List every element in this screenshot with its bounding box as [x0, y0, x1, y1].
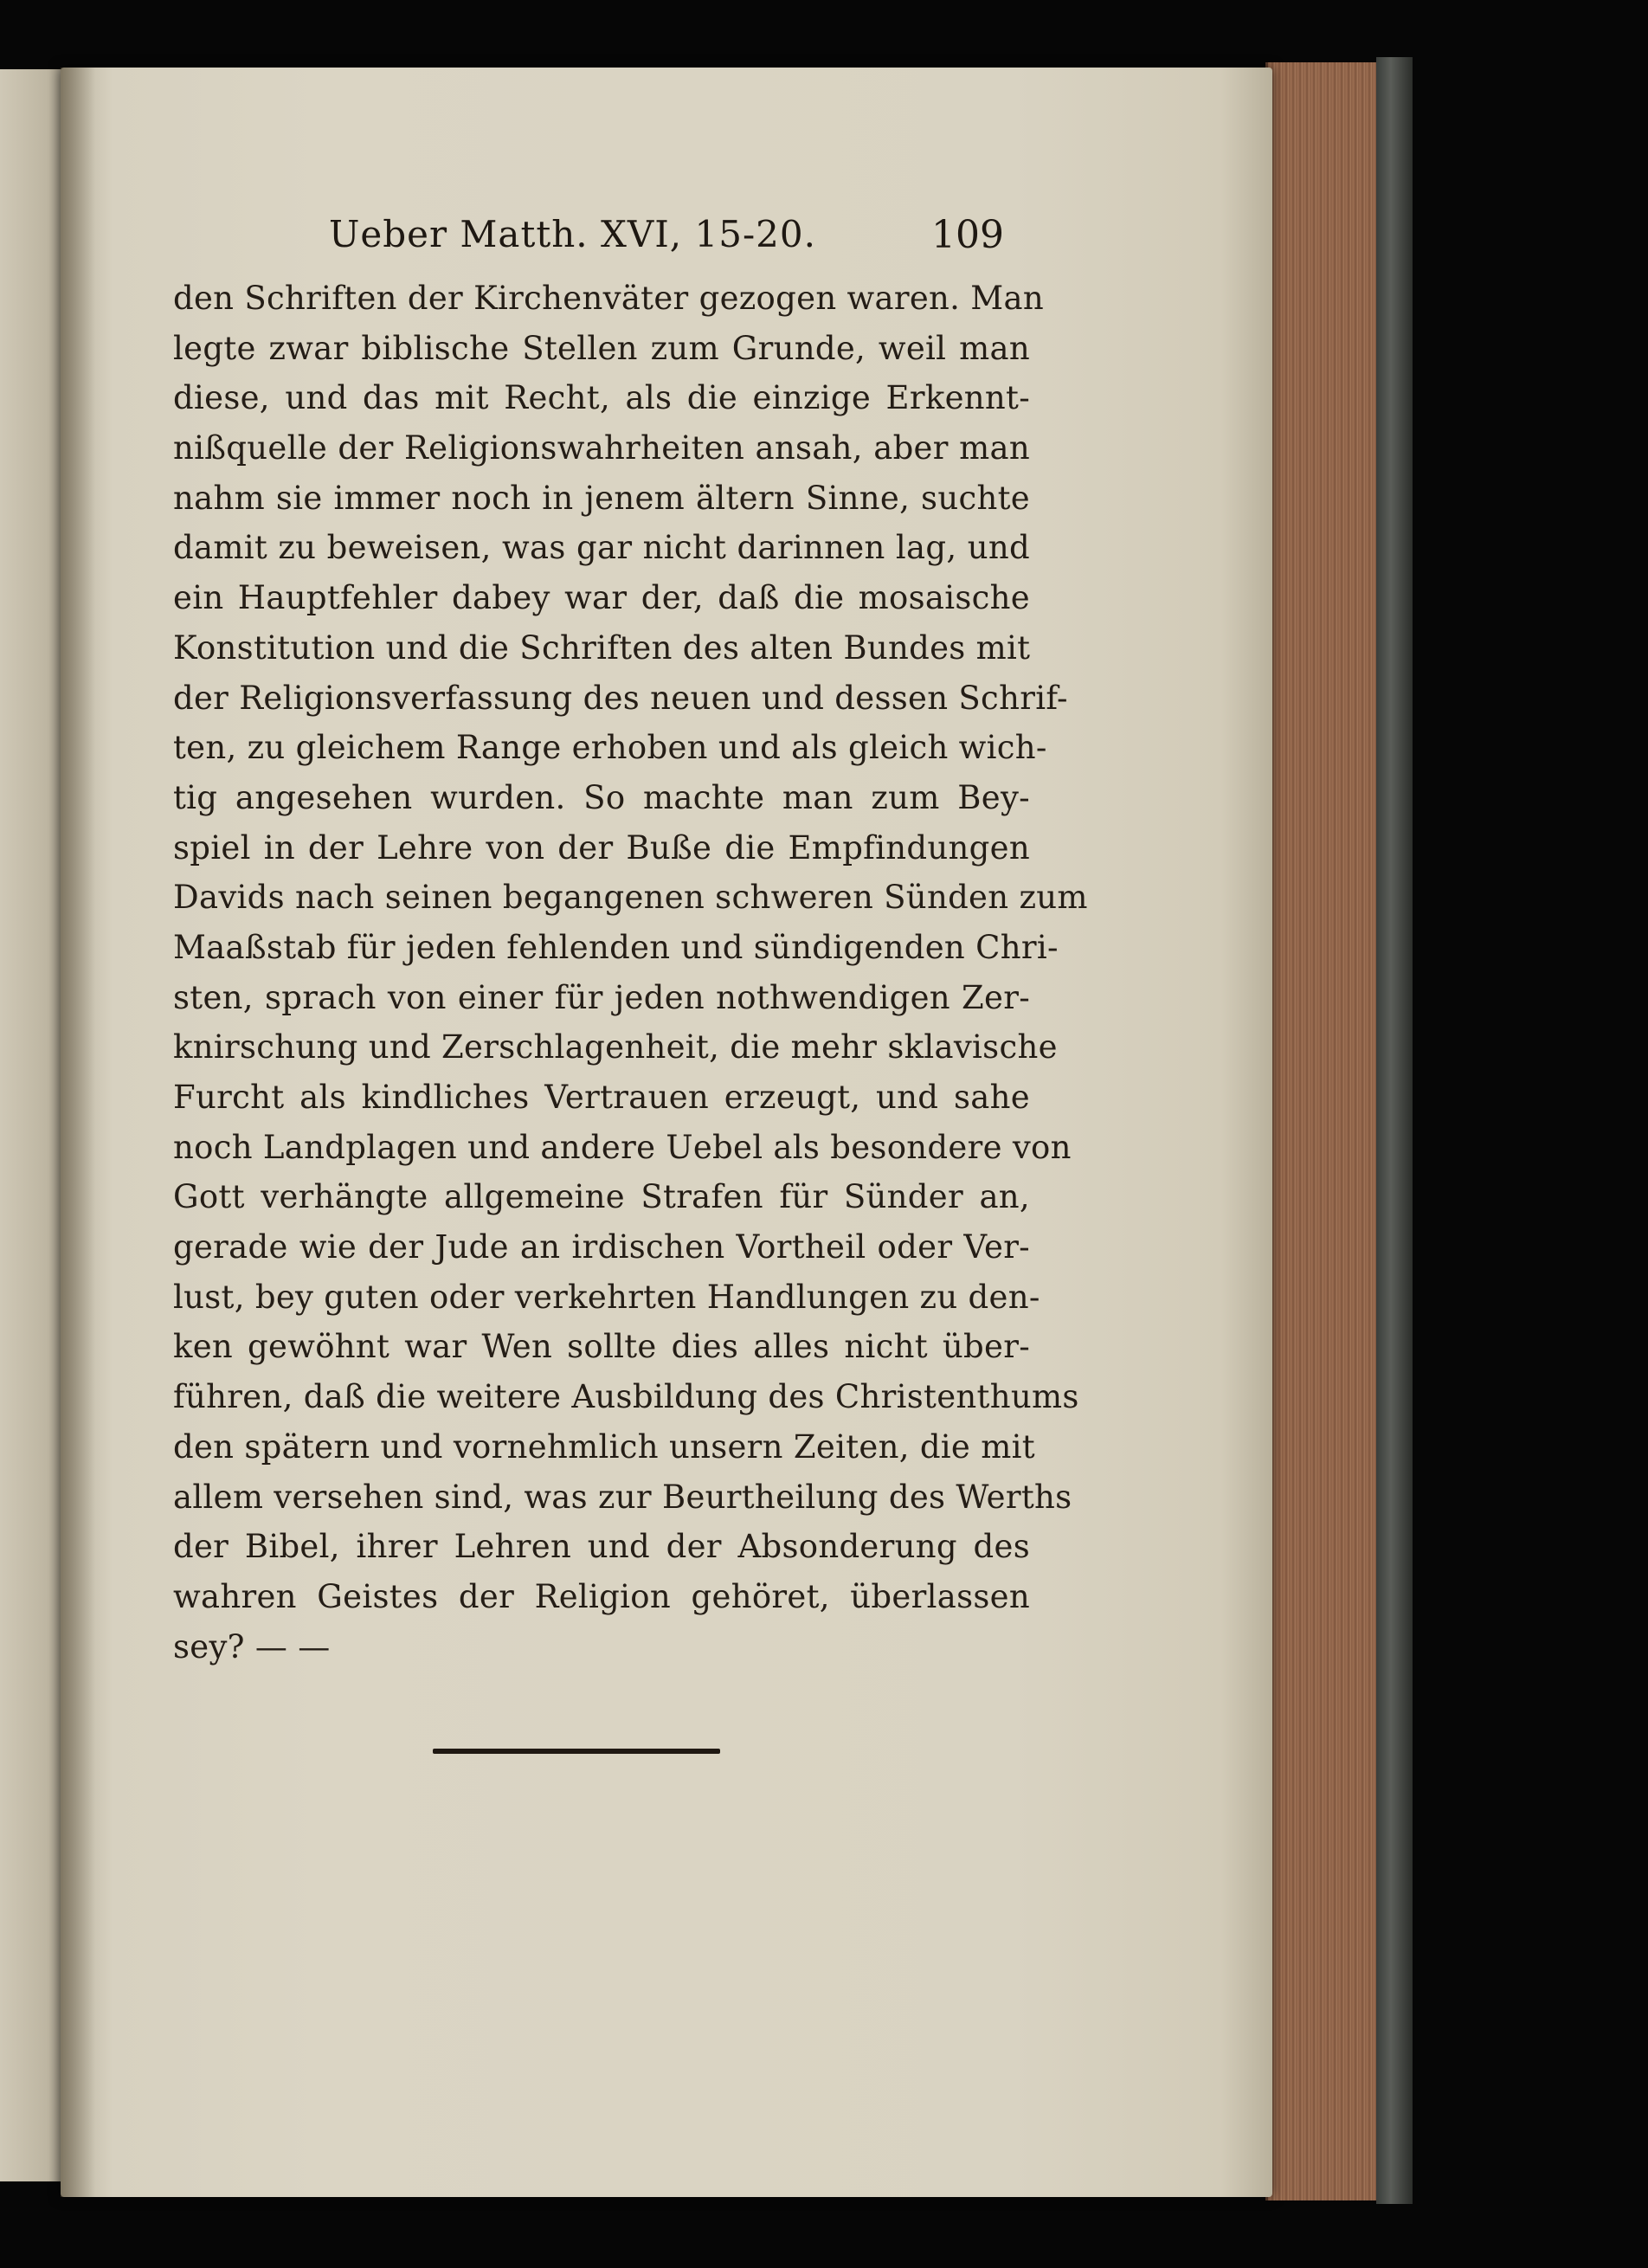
running-head: Ueber Matth. XVI, 15-20. — [329, 213, 816, 255]
text-line: Konstitution und die Schriften des alten Bundes mit — [173, 628, 1031, 667]
gutter-shadow — [61, 68, 95, 2197]
text-line: lust, bey guten oder verkehrten Handlungen zu den- — [173, 1278, 1040, 1316]
text-line: tig angesehen wurden. So machte man zum Bey- — [173, 778, 1030, 816]
text-line: legte zwar biblische Stellen zum Grunde, weil man — [173, 329, 1030, 367]
text-line: Gott verhängte allgemeine Strafen für Sünder an, — [173, 1178, 1030, 1216]
text-line: diese, und das mit Recht, als die einzige Erkennt- — [173, 379, 1030, 417]
text-line: Davids nach seinen begangenen schweren Sünden zum — [173, 879, 1088, 917]
text-line: knirschung und Zerschlagenheit, die mehr sklavische — [173, 1028, 1058, 1066]
book-cover-edge — [1376, 57, 1413, 2204]
text-line: Maaßstab für jeden fehlenden und sündigenden Chri- — [173, 928, 1059, 966]
facing-page-edge — [0, 69, 69, 2181]
text-line: der Religionsverfassung des neuen und dessen Schrif- — [173, 679, 1068, 717]
page-number: 109 — [931, 213, 1004, 257]
body-text — [173, 274, 1088, 1672]
text-line: noch Landplagen und andere Uebel als besondere von — [173, 1128, 1072, 1166]
text-line: ten, zu gleichem Range erhoben und als gleich wich- — [173, 729, 1047, 767]
text-line: gerade wie der Jude an irdischen Vortheil oder Ver- — [173, 1228, 1030, 1266]
text-line: sten, sprach von einer für jeden nothwendigen Zer- — [173, 978, 1030, 1016]
text-line: wahren Geistes der Religion gehöret, überlassen — [173, 1577, 1030, 1615]
text-line: nahm sie immer noch in jenem ältern Sinne, suchte — [173, 479, 1030, 517]
page-block-edges — [1265, 62, 1385, 2200]
text-line: ken gewöhnt war Wen sollte dies alles nicht über- — [173, 1328, 1030, 1366]
text-line: ein Hauptfehler dabey war der, daß die mosaische — [173, 579, 1030, 617]
text-line: den spätern und vornehmlich unsern Zeiten, die mit — [173, 1427, 1035, 1466]
text-line: der Bibel, ihrer Lehren und der Absonderung des — [173, 1528, 1030, 1566]
page-header — [173, 197, 1030, 274]
page-text-area — [173, 197, 1088, 1672]
text-line: spiel in der Lehre von der Buße die Empfindungen — [173, 828, 1030, 867]
text-line: führen, daß die weitere Ausbildung des Christenthums — [173, 1378, 1079, 1416]
text-line: nißquelle der Religionswahrheiten ansah, aber man — [173, 429, 1030, 467]
text-line: damit zu beweisen, was gar nicht darinnen lag, und — [173, 529, 1030, 567]
text-line: allem versehen sind, was zur Beurtheilung des Werths — [173, 1478, 1072, 1516]
text-line: sey? — — — [173, 1627, 331, 1666]
text-line: den Schriften der Kirchenväter gezogen waren. Man — [173, 280, 1044, 317]
text-line: Furcht als kindliches Vertrauen erzeugt, und sahe — [173, 1079, 1030, 1116]
section-end-rule — [433, 1749, 720, 1754]
